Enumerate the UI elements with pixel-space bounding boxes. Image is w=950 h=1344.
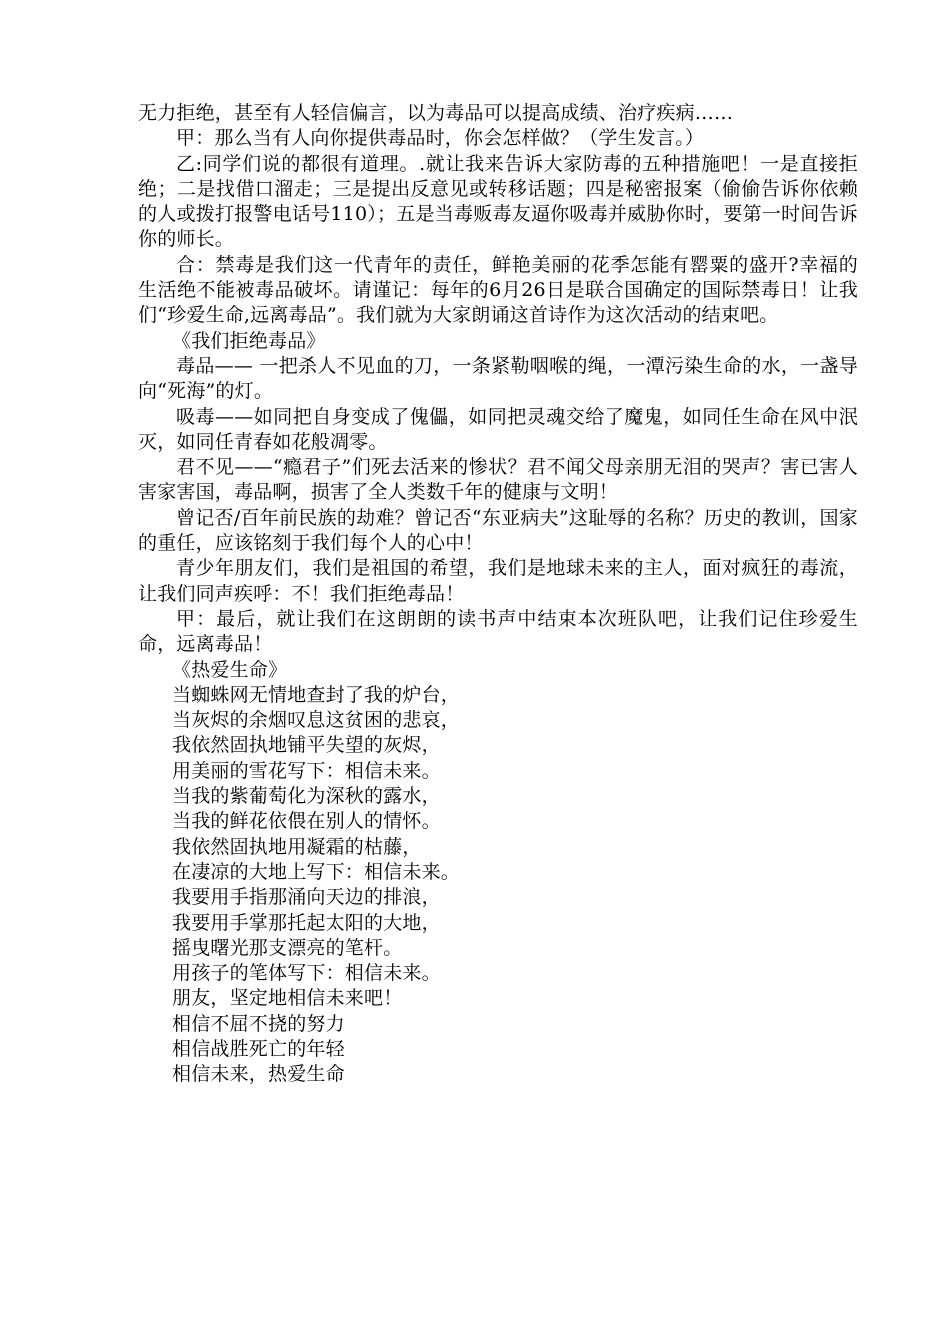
poem2-line: 我要用手指那涌向天边的排浪， [172,886,441,909]
poem2-line: 用孩子的笔体写下：相信未来。 [172,962,441,985]
paragraph-continuation: 无力拒绝，甚至有人轻信偏言，以为毒品可以提高成绩、治疗疾病…… [138,102,734,124]
poem2-line: 当蜘蛛网无情地查封了我的炉台， [172,683,461,706]
poem2-line: 当我的鲜花依偎在别人的情怀。 [172,810,441,833]
poem2-line: 摇曳曙光那支漂亮的笔杆。 [172,936,403,959]
poem2-line: 用美丽的雪花写下：相信未来。 [172,759,441,782]
poem2-line: 当我的紫葡萄化为深秋的露水， [172,785,441,808]
paragraph-yi-measures: 乙:同学们说的都很有道理。.就让我来告诉大家防毒的五种措施吧！一是直接拒绝；二是找借口溜走；三是提出反意见或转移话题；四是秘密报案（偷偷告诉你依赖的人或拨打报警电话号110）；五是当毒贩毒友逼你吸毒并威胁你时，要第一时间告诉你的师长。 [138,152,858,251]
poem1-stanza: 毒品—— 一把杀人不见血的刀，一条紧勒咽喉的绳，一潭污染生命的水，一盏导向“死海”的灯。 [138,354,858,403]
poem2-line: 相信未来，热爱生命 [172,1063,345,1086]
poem1-title: 《我们拒绝毒品》 [172,329,326,352]
paragraph-he-closing: 合：禁毒是我们这一代青年的责任，鲜艳美丽的花季怎能有罂粟的盛开?幸福的生活绝不能被毒品破坏。请谨记：每年的6月26日是联合国确定的国际禁毒日！让我们“珍爱生命,远离毒品”。我们就为大家朗诵这首诗作为这次活动的结束吧。 [138,253,858,327]
poem2-line: 在凄凉的大地上写下：相信未来。 [172,860,461,883]
poem1-stanza: 青少年朋友们，我们是祖国的希望，我们是地球未来的主人，面对疯狂的毒流，让我们同声疾呼：不！我们拒绝毒品！ [138,557,858,605]
poem2-line: 相信战胜死亡的年轻 [172,1037,345,1060]
poem2-title: 《热爱生命》 [172,658,288,681]
paragraph-jia-question: 甲：那么当有人向你提供毒品时，你会怎样做？（学生发言。） [176,127,705,150]
poem1-stanza: 吸毒——如同把自身变成了傀儡，如同把灵魂交给了魔鬼，如同任生命在风中泯灭，如同任青春如花般凋零。 [138,405,858,453]
poem1-stanza: 君不见——“瘾君子”们死去活来的惨状？君不闻父母亲朋无泪的哭声？害已害人害家害国，毒品啊，损害了全人类数千年的健康与文明！ [138,456,858,504]
poem2-line: 相信不屈不挠的努力 [172,1012,345,1035]
paragraph-jia-ending: 甲：最后，就让我们在这朗朗的读书声中结束本次班队吧，让我们记住珍爱生命，远离毒品！ [138,607,858,656]
document-body [138,101,858,1088]
poem1-stanza: 曾记否/百年前民族的劫难？曾记否“东亚病夫”这耻辱的名称？历史的教训，国家的重任，应该铭刻于我们每个人的心中！ [138,506,858,555]
poem2-line: 当灰烬的余烟叹息这贫困的悲哀， [172,709,461,732]
poem2-line: 我依然固执地铺平失望的灰烬， [172,734,441,757]
poem2-line: 我依然固执地用凝霜的枯藤， [172,835,422,858]
poem2-line: 我要用手掌那托起太阳的大地， [172,911,441,934]
poem2-line: 朋友，坚定地相信未来吧！ [172,987,403,1010]
